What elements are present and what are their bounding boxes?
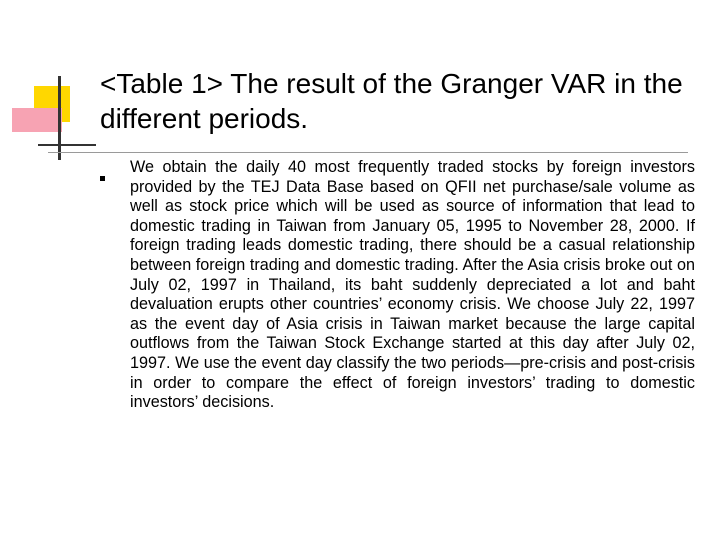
decorative-vertical-line bbox=[58, 76, 61, 160]
decorative-pink-bar bbox=[12, 108, 62, 132]
bullet-marker-icon bbox=[100, 176, 105, 181]
title-underline-rule bbox=[48, 152, 688, 153]
slide-title: <Table 1> The result of the Granger VAR in the different periods. bbox=[100, 68, 683, 134]
bullet-text: We obtain the daily 40 most frequently traded stocks by foreign investors provided by the TEJ Data Base based on QFII net purchase/sale volume as well as stock price which will be used as source of information that lead to domestic trading in Taiwan from January 05, 1995 to November 28, 2000. If foreign trading leads domestic trading, there should be a casual relationship between foreign trading and domestic trading. After the Asia crisis broke out on July 02, 1997 in Thailand, its baht suddenly depreciated a lot and baht devaluation erupts other countries’ economy crisis. We choose July 22, 1997 as the event day of Asia crisis in Taiwan market because the large capital outflows from the Taiwan Stock Exchange started at this day after July 02, 1997. We use the event day classify the two periods—pre-crisis and post-crisis in order to compare the effect of foreign investors’ trading to domestic investors’ decisions. bbox=[130, 158, 695, 412]
decorative-horizontal-line bbox=[38, 144, 96, 146]
